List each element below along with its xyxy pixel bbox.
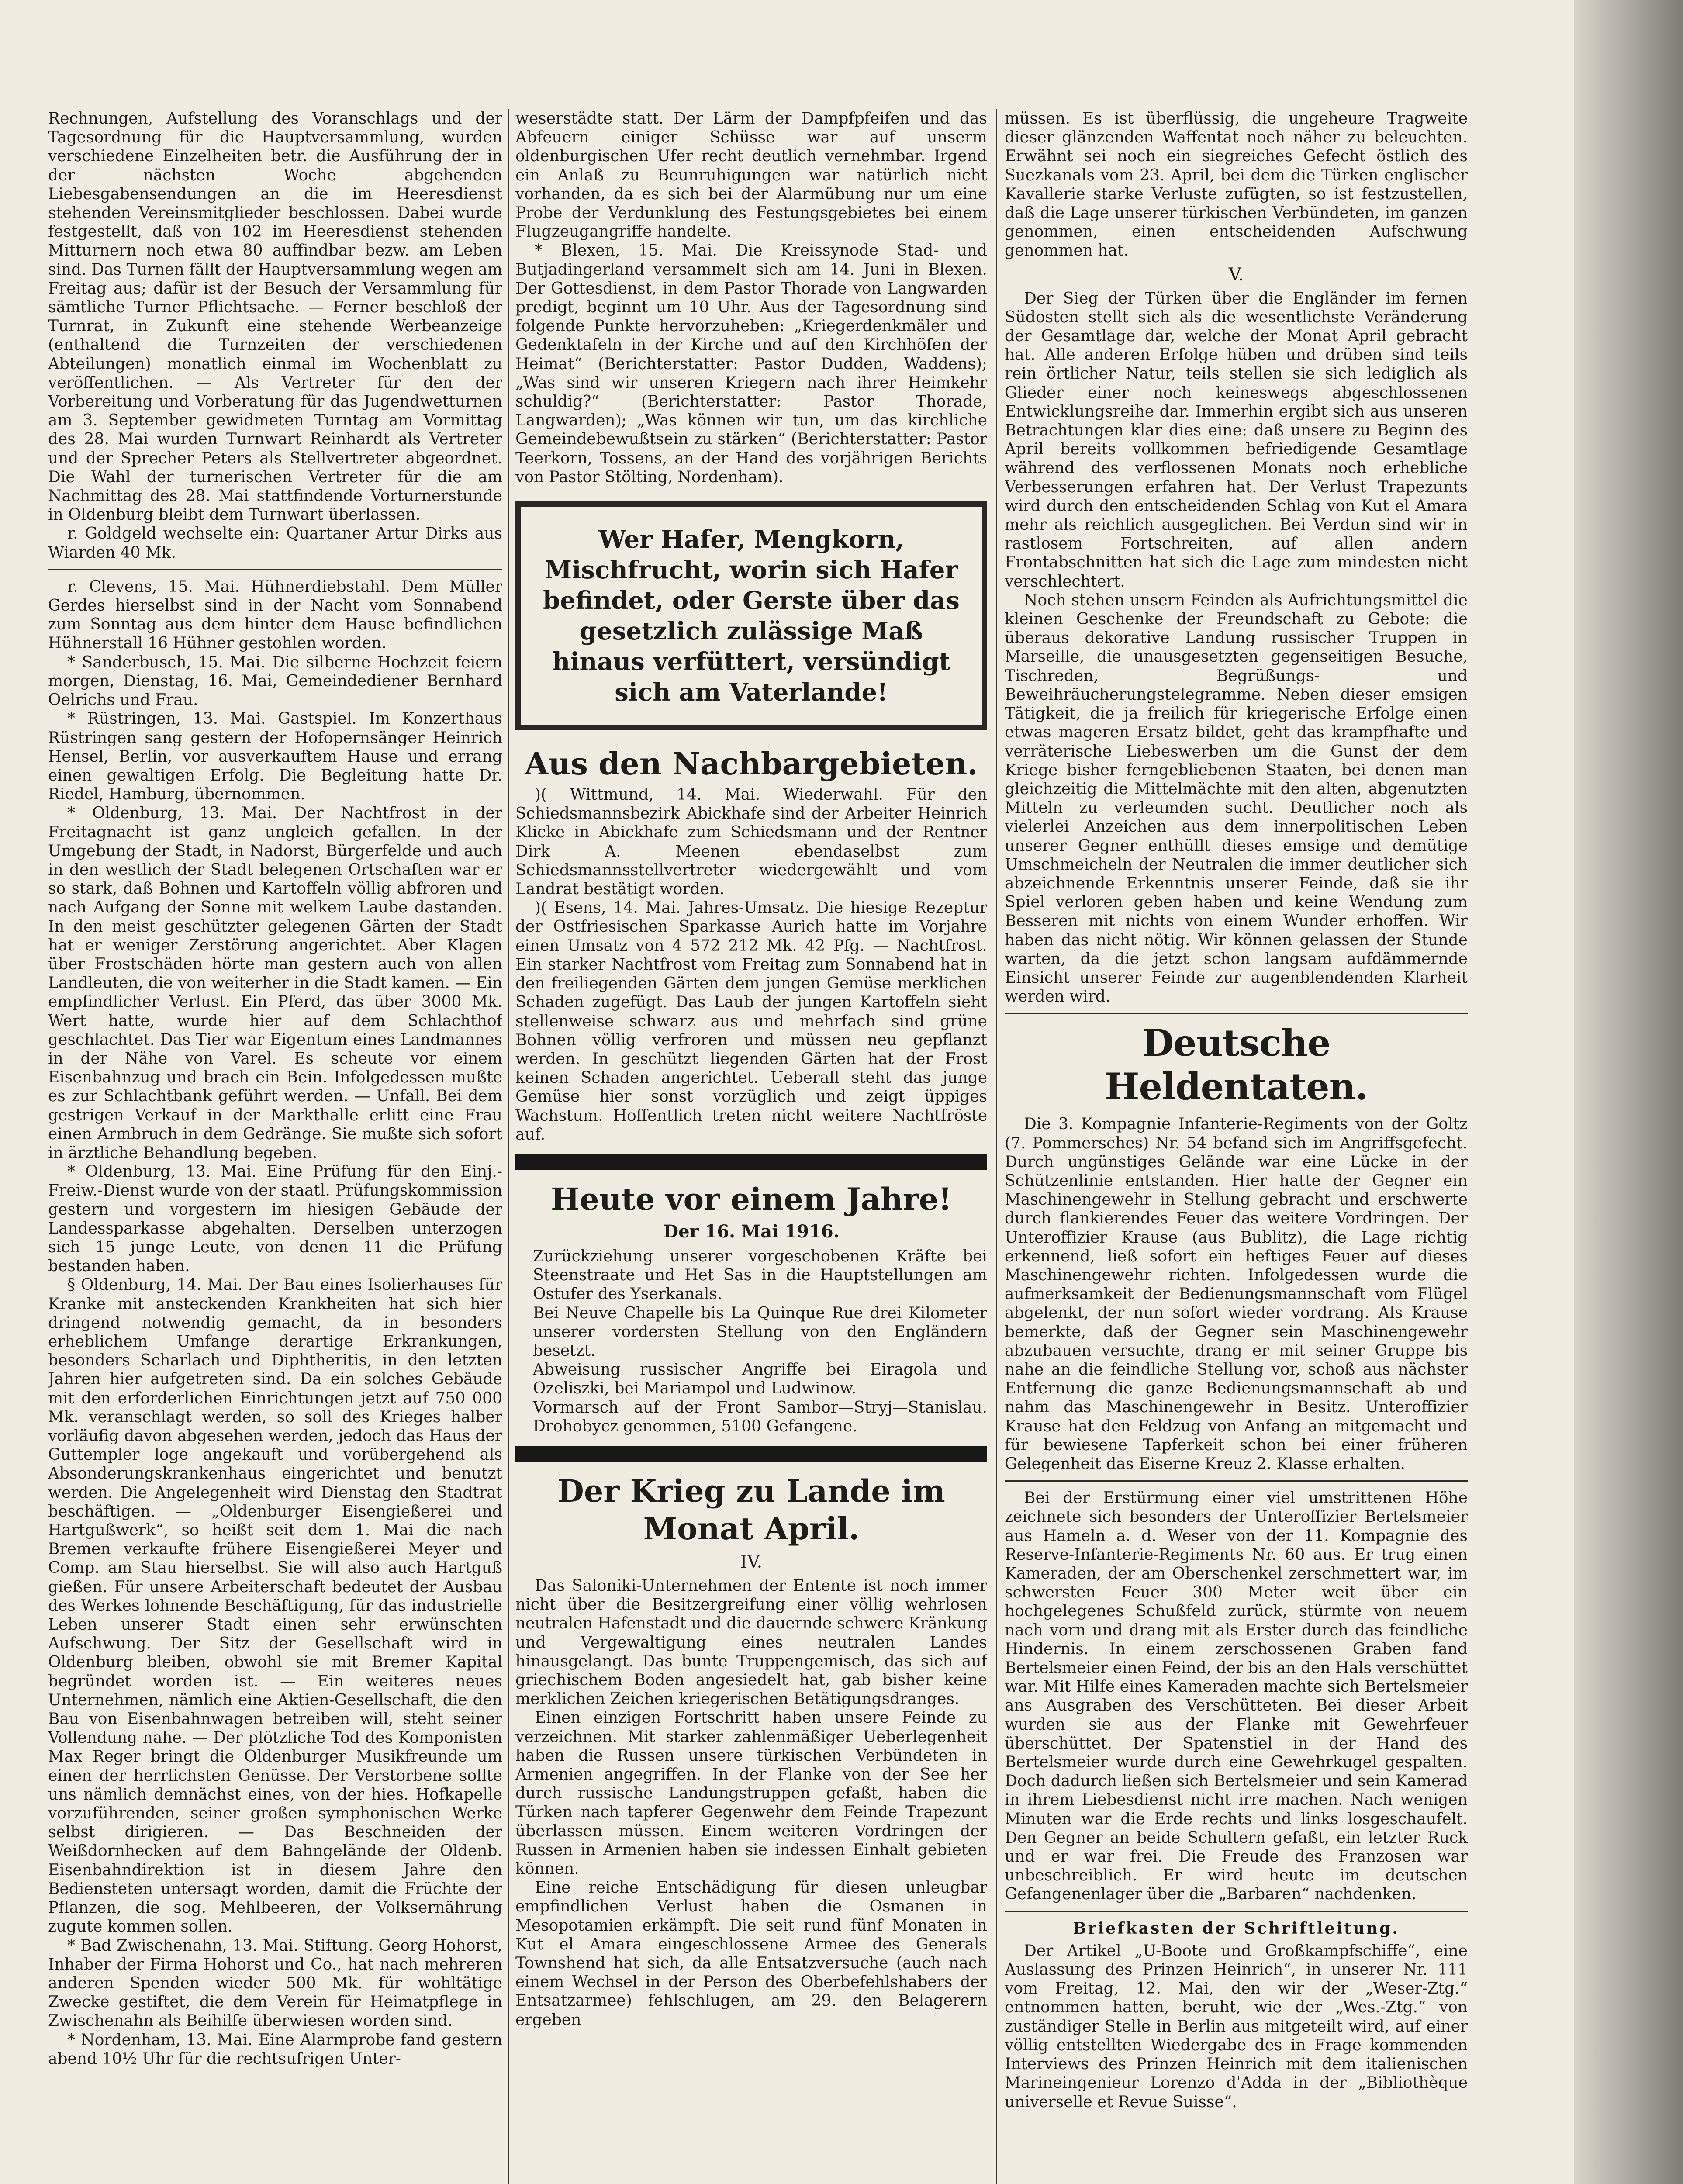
article-paragraph: Bei der Erstürmung einer viel umstrittenen Höhe zeichnete sich besonders der Unteroffizier Bertelsmeier aus Hameln a. d. Weser von der 11. Kompagnie des Reserve-Infanterie-Regiments Nr. 60 aus. Er trug einen Kameraden, der am Oberschenkel zerschmettert war, im schwersten Feuer 300 Meter weit über ein hochgelegenes Schußfeld zurück, stürmte von neuem nach vorn und drang mit als Erster durch das feindliche Hindernis. In einem zerschossenen Graben fand Bertelsmeier einen Feind, der bis an den Hals verschüttet war. Mit Hilfe eines Kameraden machte sich Bertelsmeier ans Ausgraben des Verschütteten. Bei dieser Arbeit wurden sie aus der Flanke mit Gewehrfeuer überschüttet. Der Spatenstiel in der Hand des Bertelsmeier wurde durch eine Gewehrkugel gespalten. Doch dadurch ließen sich Bertelsmeier und sein Kamerad in ihrem Liebesdienst nicht irre machen. Nach wenigen Minuten war die Erde rechts und links losgeschaufelt. Den Gegner an beide Schultern gefaßt, ein letzter Ruck und er war frei. Die Freude des Franzosen war unbeschreiblich. Er wird heute im deutschen Gefangenenlager über die „Barbaren“ nachdenken. (1005, 1489, 1468, 1904)
article-paragraph: müssen. Es ist überflüssig, die ungeheure Tragweite dieser glänzenden Waffentat noch näher zu beleuchten. Erwähnt sei noch ein siegreiches Gefecht östlich des Suezkanals vom 23. April, bei dem die Türken englischer Kavallerie starke Verluste zufügten, so ist festzustellen, daß die Lage unserer türkischen Verbündeten, im ganzen genommen, einen entscheidenden Aufschwung genommen hat. (1005, 110, 1468, 260)
chronicle-item: Vormarsch auf der Front Sambor—Stryj—Stanislau. Drohobycz genommen, 5100 Gefangene. (533, 1398, 987, 1435)
section-number: V. (1228, 264, 1244, 285)
chronicle-item: Abweisung russischer Angriffe bei Eiragola und Ozeliszki, bei Mariampol und Ludwinow. (533, 1361, 987, 1398)
article-paragraph: Die 3. Kompagnie Infanterie-Regiments von der Goltz (7. Pommersches) Nr. 54 befand sich im Angriffsgefecht. Durch ungünstiges Gelände war eine Lücke in der Schützenlinie entstanden. Hier hatte der Gegner ein Maschinengewehr in Stellung gebracht und erschwerte durch flankierendes Feuer das weitere Vordringen. Der Unteroffizier Krause (aus Bublitz), die Lage richtig erkennend, ließ sofort ein heftiges Feuer auf dieses Maschinengewehr richten. Infolgedessen wurde die aufmerksamkeit der Bedienungsmannschaft vom Flügel abgelenkt, der nun sofort wieder vordrang. Als Krause bemerkte, daß der Gegner sein Maschinengewehr abzubauen versuchte, drang er mit seiner Gruppe bis nahe an die feindliche Stellung vor, schoß aus nächster Entfernung die ganze Bedienungsmannschaft ab und nahm das Maschinengewehr in Besitz. Unteroffizier Krause hat den Feldzug von Anfang an mitgemacht und für bewiesene Tapferkeit schon bei einer früheren Gelegenheit das Eiserne Kreuz 2. Klasse erhalten. (1005, 1115, 1468, 1473)
black-rule (515, 1154, 987, 1170)
article-paragraph: Das Saloniki-Unternehmen der Entente ist noch immer nicht über die Besitzergreifung einer völlig wehrlosen neutralen Hafenstadt und die dauernde schwere Kränkung und Vergewaltigung eines neutralen Landes hinausgelangt. Das bunte Truppengemisch, das sich auf griechischem Boden angesiedelt hat, gab bisher keine merklichen Zeichen kriegerischen Betätigungsdranges. (515, 1576, 987, 1708)
article-paragraph: § Oldenburg, 14. Mai. Der Bau eines Isolierhauses für Kranke mit ansteckenden Krankheiten hat sich hier dringend notwendig gemacht, da in besonders erheblichem Umfange derartige Erkrankungen, besonders Scharlach und Diphtheritis, in den letzten Jahren hier aufgetreten sind. Da ein solches Gebäude mit den erforderlichen Einrichtungen jetzt auf 750 000 Mk. veranschlagt werden, so soll des Krieges halber vorläufig davon abgesehen werden, jedoch das Haus der Guttempler loge angekauft und vorübergehend als Absonderungskrankenhaus eingerichtet und benutzt werden. Die Angelegenheit wird Dienstag den Stadtrat beschäftigen. — „Oldenburger Eisengießerei und Hartgußwerk“, so heißt seit dem 1. Mai die nach Bremen verkaufte frühere Eisengießerei Meyer und Comp. am Stau hierselbst. Sie will also auch Hartguß gießen. Für unsere Arbeiterschaft bedeutet der Ausbau des Werkes lohnende Beschäftigung, für das industrielle Leben unserer Stadt einen sehr erwünschten Aufschwung. Der Sitz der Gesellschaft wird in Oldenburg bleiben, obwohl sie mit Bremer Kapital begründet worden ist. — Ein weiteres neues Unternehmen, nämlich eine Aktien-Gesellschaft, die den Bau von Eisenbahnwagen betreiben will, steht seiner Vollendung nahe. — Der plötzliche Tod des Komponisten Max Reger bringt die Oldenburger Musikfreunde um einen der herrlichsten Genüsse. Der Verstorbene sollte uns nämlich demnächst eines, von der hies. Hofkapelle vorzuführenden, seiner großen symphonischen Werke selbst dirigieren. — Das Beschneiden der Weißdornhecken auf dem Bahngelände der Oldenb. Eisenbahndirektion ist in diesem Jahre den Bediensteten untersagt worden, damit die Früchte der Pflanzen, die sog. Mehlbeeren, der Volksernährung zugute kommen sollen. (48, 1276, 502, 1936)
column-middle (515, 109, 987, 2184)
section-divider (48, 569, 502, 570)
article-paragraph: * Oldenburg, 13. Mai. Eine Prüfung für den Einj.-Freiw.-Dienst wurde von der staatl. Prüfungskommission gestern und vorgestern im hiesigen Gebäude der Landessparkasse abgehalten. Derselben unterzogen sich 15 junge Leute, von denen 11 die Prüfung bestanden haben. (48, 1163, 502, 1275)
article-paragraph: Der Sieg der Türken über die Engländer im fernen Südosten stellt sich als die wesentlichste Veränderung der Gesamtlage dar, welche der Monat April gebracht hat. Alle anderen Erfolge hüben und drüben sind teils rein örtlicher Natur, teils stellen sie sich lediglich als Glieder einer noch keineswegs abgeschlossenen Entwicklungsreihe dar. Immerhin ergibt sich aus unseren Betrachtungen klar dies eine: daß unsere zu Beginn des April bereits vollkommen befriedigende Gesamtlage während des verflossenen Monats noch erhebliche Verbesserungen erfahren hat. Der Verlust Trapezunts wird durch den entscheidenden Schlag von Kut el Amara mehr als reichlich ausgeglichen. Bei Verdun sind wir in rastlosem Fortschreiten, auf allen andern Frontabschnitten hat sich die Lage zum mindesten nicht verschlechtert. (1005, 289, 1468, 591)
article-paragraph: )( Wittmund, 14. Mai. Wiederwahl. Für den Schiedsmannsbezirk Abickhafe sind der Arbeiter Heinrich Klicke in Abickhafe zum Schiedsmann und der Rentner Dirk A. Meenen ebendaselbst zum Schiedsmannsstellvertreter wiedergewählt und vom Landrat bestätigt worden. (515, 786, 987, 898)
section-number: IV. (740, 1552, 763, 1572)
article-paragraph: r. Goldgeld wechselte ein: Quartaner Artur Dirks aus Wiarden 40 Mk. (48, 525, 502, 562)
article-paragraph: Der Artikel „U-Boote und Großkampfschiffe“, eine Auslassung des Prinzen Heinrich“, in unserer Nr. 111 vom Freitag, 12. Mai, den wir der „Weser-Ztg.“ entnommen hatten, beruht, wie der „Wes.-Ztg.“ von zuständiger Stelle in Berlin aus mitgeteilt wird, auf einer völlig entstellten Wiedergabe des in Frage kommenden Interviews des Prinzen Heinrich mit dem italienischen Marineingenieur Lorenzo d'Adda in der „Bibliothèque universelle et Revue Suisse“. (1005, 1942, 1468, 2111)
article-paragraph: r. Clevens, 15. Mai. Hühnerdiebstahl. Dem Müller Gerdes hierselbst sind in der Nacht vom Sonnabend zum Sonntag aus dem hinter dem Hause befindlichen Hühnerstall 16 Hühner gestohlen worden. (48, 577, 502, 653)
section-divider (1005, 1480, 1468, 1482)
column-rule (508, 109, 509, 2184)
section-heading-heldentaten: Deutsche Heldentaten. (1105, 1021, 1368, 1109)
article-paragraph: Eine reiche Entschädigung für diesen unleugbar empfindlichen Verlust haben die Osmanen in Mesopotamien erkämpft. Die seit rund fünf Monaten in Kut el Amara eingeschlossene Armee des Generals Townshend hat sich, da alle Entsatzversuche (auch nach einem Wechsel in der Person des Oberbefehlshabers der Entsatzarmee) fehlschlugen, am 29. den Belagerern ergeben (515, 1879, 987, 2029)
section-divider (1005, 1013, 1468, 1014)
article-paragraph: * Blexen, 15. Mai. Die Kreissynode Stad- und Butjadingerland versammelt sich am 14. Juni in Blexen. Der Gottesdienst, in dem Pastor Thorade von Langwarden predigt, beginnt um 10 Uhr. Aus der Tagesordnung sind folgende Punkte hervorzuheben: „Kriegerdenkmäler und Gedenktafeln in der Kirche und auf den Kirchhöfen der Heimat“ (Berichterstatter: Pastor Dudden, Waddens); „Was sind wir unseren Kriegern nach ihrer Heimkehr schuldig?“ (Berichterstatter: Pastor Thorade, Langwarden); „Was können wir tun, um das kirchliche Gemeindebewußtsein zu stärken“ (Berichterstatter: Pastor Teerkorn, Tossens, an der Hand des vorjährigen Berichts von Pastor Stölting, Nordenham). (515, 242, 987, 486)
article-paragraph: Noch stehen unsern Feinden als Aufrichtungsmittel die kleinen Geschenke der Freundschaft zu Gebote: die überaus dekorative Landung russischer Truppen in Marseille, die unausgesetzten gegenseitigen Besuche, Tischreden, Begrüßungs- und Beweihräucherungstelegramme. Neben dieser emsigen Tätigkeit, die ja freilich für kriegerische Erfolge einen etwas mageren Ersatz bildet, geht das krampfhafte und verräterische Liebeswerben um die Gunst der dem Kriege bisher ferngebliebenen Staaten, bei denen man gleichzeitig die Mittelmächte mit den alten, abgenutzten Mitteln zu verleumden sucht. Deutlicher noch als vielerlei Anzeichen aus dem innerpolitischen Leben unserer Gegner enthüllt dieses emsige und demütige Umschmeicheln der Neutralen die immer deutlicher sich abzeichnende Erkenntnis unserer Feinde, daß sie ihr Spiel verloren geben haben und keine Wendung zum Besseren mit nichts von einem Wunder erhoffen. Wir haben das nicht nötig. Wir können gelassen der Stunde warten, da die jetzt schon langsam aufdämmernde Einsicht unserer Feinde zur augenblendenden Klarheit werden wird. (1005, 591, 1468, 1006)
article-paragraph: * Oldenburg, 13. Mai. Der Nachtfrost in der Freitagnacht ist ganz ungleich gefallen. In der Umgebung der Stadt, in Nadorst, Bürgerfelde und auch in den westlich der Stadt belegenen Ortschaften war er so stark, daß Bohnen und Kartoffeln völlig abfroren und nach Aufgang der Sonne mit welkem Laube dastanden. In den meist geschützter gelegenen Gärten der Stadt hat er weniger Zerstörung angerichtet. Aber Klagen über Frostschäden hörte man gestern auch von allen Landleuten, die von weiterher in die Stadt kamen. — Ein empfindlicher Verlust. Ein Pferd, das über 3000 Mk. Wert hatte, wurde hier auf dem Schlachthof geschlachtet. Das Tier war Eigentum eines Landmannes in der Nähe von Varel. Es scheute vor einem Eisenbahnzug und brach ein Bein. Infolgedessen mußte es zur Schlachtbank geführt werden. — Unfall. Bei dem gestrigen Verkauf in der Markthalle erlitt eine Frau einen Armbruch in dem Gedränge. Sie mußte sich sofort in ärztliche Behandlung begeben. (48, 804, 502, 1162)
column-rule (996, 109, 997, 2184)
page-edge-shadow (1574, 0, 1683, 2184)
column-left (48, 109, 502, 2184)
article-paragraph: * Bad Zwischenahn, 13. Mai. Stiftung. Georg Hohorst, Inhaber der Firma Hohorst und Co., hat nach mehreren anderen Spenden wieder 500 Mk. für wohltätige Zwecke gestiftet, die dem Verein für Heimatpflege in Zwischenahn als Beihilfe überwiesen worden sind. (48, 1936, 502, 2030)
chronicle-item: Zurückziehung unserer vorgeschobenen Kräfte bei Steenstraate und Het Sas in die Hauptstellungen am Ostufer des Yserkanals. (533, 1247, 987, 1303)
article-paragraph: * Rüstringen, 13. Mai. Gastspiel. Im Konzerthaus Rüstringen sang gestern der Hofopernsänger Heinrich Hensel, Berlin, vor ausverkauftem Hause und errang einen gewaltigen Erfolg. Die Begleitung hatte Dr. Riedel, Hamburg, übernommen. (48, 710, 502, 804)
chronicle-item: Bei Neuve Chapelle bis La Quinque Rue drei Kilometer unserer vordersten Stellung von den Engländern besetzt. (533, 1304, 987, 1360)
article-paragraph: weserstädte statt. Der Lärm der Dampfpfeifen und das Abfeuern einiger Schüsse war auf unserm oldenburgischen Ufer recht deutlich vernehmbar. Irgend ein Anlaß zu Beunruhigungen war natürlich nicht vorhanden, da es sich bei der Alarmübung nur um eine Probe der Verdunklung des Festungsgebietes bei einem Flugzeugangriffe handelte. (515, 110, 987, 241)
article-paragraph: * Nordenham, 13. Mai. Eine Alarmprobe fand gestern abend 10½ Uhr für die rechtsufrigen Unter- (48, 2031, 502, 2068)
section-heading-briefkasten: Briefkasten der Schriftleitung. (1073, 1919, 1400, 1938)
article-paragraph: * Sanderbusch, 15. Mai. Die silberne Hochzeit feiern morgen, Dienstag, 16. Mai, Gemeindediener Bernhard Oelrichs und Frau. (48, 653, 502, 709)
article-paragraph: Rechnungen, Aufstellung des Voranschlags und der Tagesordnung für die Hauptversammlung, wurden verschiedene Einzelheiten betr. die Ausführung der in der nächsten Woche abgehenden Liebesgabensendungen an die im Heeresdienst stehenden Vereinsmitglieder beschlossen. Dabei wurde festgestellt, daß von 102 im Heeresdienst stehenden Mitturnern noch etwa 80 auffindbar bezw. am Leben sind. Das Turnen fällt der Hauptversammlung wegen am Freitag aus; dafür ist der Besuch der Versammlung für sämtliche Turner Pflichtsache. — Ferner beschloß der Turnrat, in Zukunft eine stehende Werbeanzeige (enthaltend die Turnzeiten der verschiedenen Abteilungen) monatlich einmal im Wochenblatt zu veröffentlichen. — Als Vertreter für den der Vorbereitung und Vorberatung für das Jugendwetturnen am 3. September gewidmeten Turntag am Vormittag des 28. Mai wurden Turnwart Reinhardt als Vertreter und der Sprecher Peters als Stellvertreter abgeordnet. Die Wahl der turnerischen Vertreter für die am Nachmittag des 28. Mai stattfindende Vorturnerstunde in Oldenburg bleibt dem Turnwart überlassen. (48, 110, 502, 524)
section-heading-krieg: Der Krieg zu Lande im Monat April. (557, 1472, 945, 1547)
section-heading-nachbargebiete: Aus den Nachbargebieten. (525, 746, 978, 782)
notice-box: Wer Hafer, Mengkorn, Mischfrucht, worin sich Hafer befindet, oder Gerste über das gesetzlich zulässige Maß hinaus verfüttert, versündigt sich am Vaterlande! (515, 501, 987, 730)
article-paragraph: )( Esens, 14. Mai. Jahres-Umsatz. Die hiesige Rezeptur der Ostfriesischen Sparkasse Aurich hatte im Vorjahre einen Umsatz von 4 572 212 Mk. 42 Pfg. — Nachtfrost. Ein starker Nachtfrost vom Freitag zum Sonnabend hat in den freiliegenden Gärten dem jungen Gemüse merklichen Schaden zugefügt. Das Laub der jungen Kartoffeln sieht stellenweise schwarz aus und mehrfach sind grüne Bohnen völlig verfroren und müssen neu gepflanzt werden. In geschützt liegenden Gärten hat der Frost keinen Schaden angerichtet. Ueberall steht das junge Gemüse hier sonst vorzüglich und zeigt üppiges Wachstum. Hoffentlich treten nicht weitere Nachtfröste auf. (515, 899, 987, 1144)
article-paragraph: Einen einzigen Fortschritt haben unsere Feinde zu verzeichnen. Mit starker zahlenmäßiger Ueberlegenheit haben die Russen unsere türkischen Verbündeten in Armenien angegriffen. In der Flanke von der See her durch russische Landungstruppen gefaßt, haben die Türken nach tapferer Gegenwehr dem Feinde Trapezunt überlassen müssen. Einem weiteren Vordringen der Russen in Armenien haben sie indessen Einhalt gebieten können. (515, 1709, 987, 1878)
section-subheading-date: Der 16. Mai 1916. (663, 1221, 840, 1242)
black-rule (515, 1446, 987, 1462)
section-heading-heute: Heute vor einem Jahre! (551, 1181, 952, 1217)
section-divider (1005, 1911, 1468, 1912)
column-right (1005, 109, 1468, 2184)
